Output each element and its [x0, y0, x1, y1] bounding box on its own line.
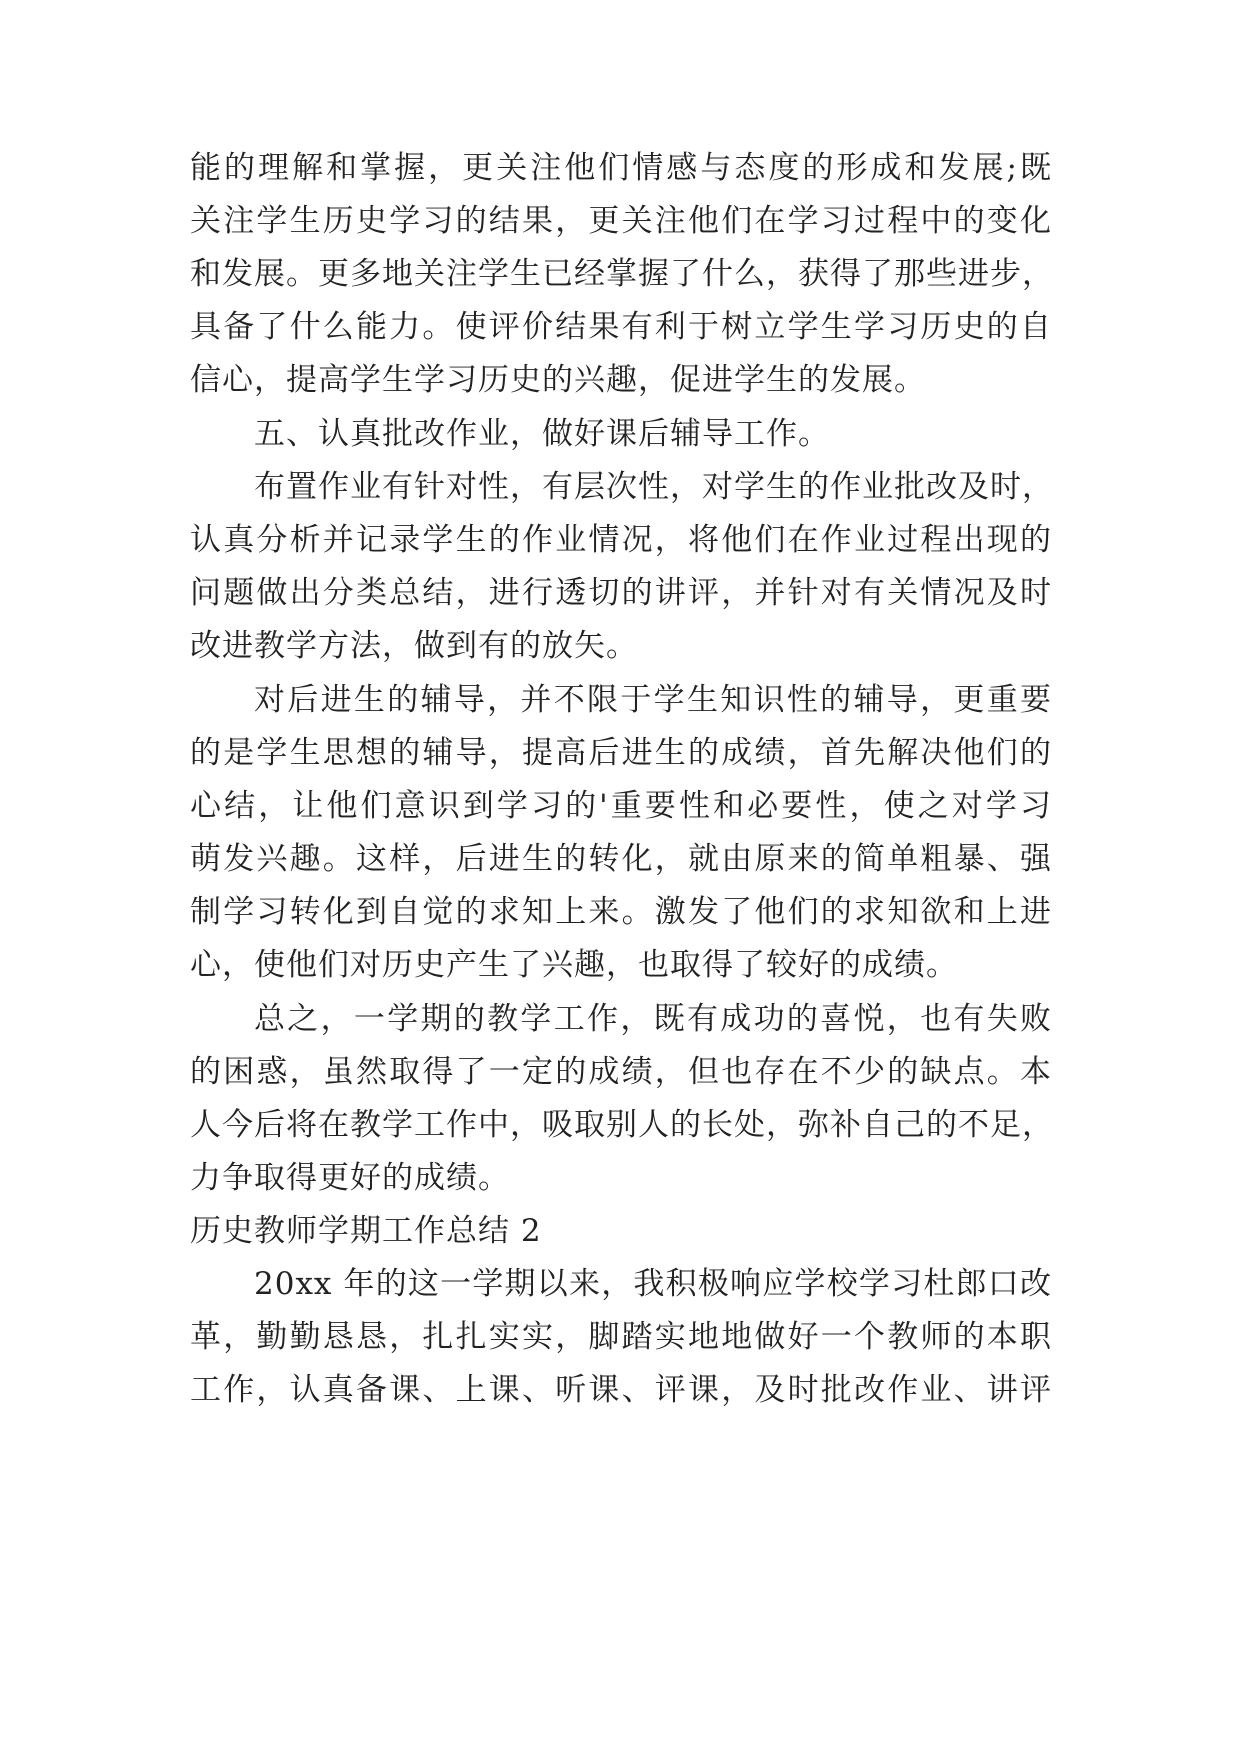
section-title: 历史教师学期工作总结 2: [190, 1213, 542, 1249]
paragraph-line: 力争取得更好的成绩。: [190, 1160, 510, 1196]
paragraph-line: 人今后将在教学工作中，吸取别人的长处，弥补自己的不足，: [190, 1107, 1054, 1143]
paragraph-line: 的是学生思想的辅导，提高后进生的成绩，首先解决他们的: [190, 735, 1052, 771]
paragraph-line: 制学习转化到自觉的求知上来。激发了他们的求知欲和上进: [190, 894, 1052, 930]
paragraph-line: 20xx 年的这一学期以来，我积极响应学校学习杜郎口改: [254, 1266, 1052, 1302]
paragraph-line: 对后进生的辅导，并不限于学生知识性的辅导，更重要: [254, 682, 1052, 718]
paragraph-line: 能的理解和掌握，更关注他们情感与态度的形成和发展;既: [190, 150, 1052, 186]
paragraph-line: 布置作业有针对性，有层次性，对学生的作业批改及时，: [254, 469, 1054, 505]
paragraph-line: 改进教学方法，做到有的放矢。: [190, 628, 638, 664]
paragraph-line: 总之，一学期的教学工作，既有成功的喜悦，也有失败: [254, 1001, 1052, 1037]
paragraph-line: 心结，让他们意识到学习的'重要性和必要性，使之对学习: [190, 788, 1052, 824]
paragraph-line: 工作，认真备课、上课、听课、评课，及时批改作业、讲评: [190, 1372, 1052, 1408]
paragraph-line: 信心，提高学生学习历史的兴趣，促进学生的发展。: [190, 362, 926, 398]
point-five-heading: 五、认真批改作业，做好课后辅导工作。: [254, 416, 830, 452]
paragraph-line: 关注学生历史学习的结果，更关注他们在学习过程中的变化: [190, 203, 1052, 239]
paragraph-line: 具备了什么能力。使评价结果有利于树立学生学习历史的自: [190, 309, 1052, 345]
paragraph-line: 革，勤勤恳恳，扎扎实实，脚踏实地地做好一个教师的本职: [190, 1319, 1052, 1355]
paragraph-line: 的困惑，虽然取得了一定的成绩，但也存在不少的缺点。本: [190, 1054, 1052, 1090]
paragraph-line: 和发展。更多地关注学生已经掌握了什么，获得了那些进步，: [190, 256, 1054, 292]
paragraph-line: 问题做出分类总结，进行透切的讲评，并针对有关情况及时: [190, 575, 1052, 611]
paragraph-line: 心，使他们对历史产生了兴趣，也取得了较好的成绩。: [190, 947, 958, 983]
paragraph-line: 萌发兴趣。这样，后进生的转化，就由原来的简单粗暴、强: [190, 841, 1052, 877]
paragraph-line: 认真分析并记录学生的作业情况，将他们在作业过程出现的: [190, 522, 1052, 558]
